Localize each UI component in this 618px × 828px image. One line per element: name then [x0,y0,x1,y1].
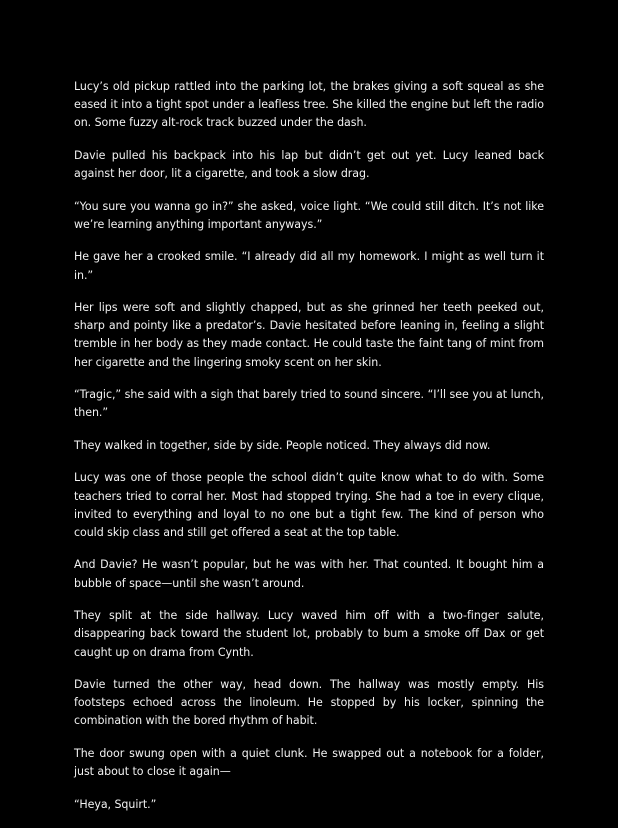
paragraph-1: Lucy’s old pickup rattled into the parking lot, the brakes giving a soft squeal as she eased it into a tight spot under a leafless tree. She killed the engine but left the radio on. Some fuzzy alt-rock track buzzed under the dash. [74,80,544,130]
paragraph-12: The door swung open with a quiet clunk. He swapped out a notebook for a folder, just about to close it again— [74,746,544,779]
paragraph-10: They split at the side hallway. Lucy waved him off with a two-finger salute, disappearing back toward the student lot, probably to bum a smoke off Dax or get caught up on drama from Cynth. [74,609,544,659]
paragraph-13: “Heya, Squirt.” [74,797,157,811]
paragraph-11: Davie turned the other way, head down. The hallway was mostly empty. His footsteps echoed across the linoleum. He stopped by his locker, spinning the combination with the bored rhythm of habit. [74,678,544,728]
paragraph-2: Davie pulled his backpack into his lap but didn’t get out yet. Lucy leaned back against her door, lit a cigarette, and took a slow drag. [74,148,544,181]
paragraph-5: Her lips were soft and slightly chapped, but as she grinned her teeth peeked out, sharp and pointy like a predator’s. Davie hesitated before leaning in, feeling a slight tremble in her body as they made contact. He could taste the faint tang of mint from her cigarette and the lingering smoky scent on her skin. [74,301,544,369]
story-text [74,78,544,828]
paragraph-3: “You sure you wanna go in?” she asked, voice light. “We could still ditch. It’s not like we’re learning anything important anyways.” [74,199,544,231]
paragraph-7: They walked in together, side by side. People noticed. They always did now. [74,438,491,452]
paragraph-4: He gave her a crooked smile. “I already did all my homework. I might as well turn it in.” [74,250,544,282]
paragraph-8: Lucy was one of those people the school didn’t quite know what to do with. Some teachers tried to corral her. Most had stopped trying. She had a toe in every clique, invited to everything and loyal to no one but a tight few. The kind of person who could skip class and still get offered a seat at the top table. [74,471,544,539]
paragraph-9: And Davie? He wasn’t popular, but he was with her. That counted. It bought him a bubble of space—until she wasn’t around. [74,558,544,590]
paragraph-6: “Tragic,” she said with a sigh that barely tried to sound sincere. “I’ll see you at lunch, then.” [74,388,544,420]
